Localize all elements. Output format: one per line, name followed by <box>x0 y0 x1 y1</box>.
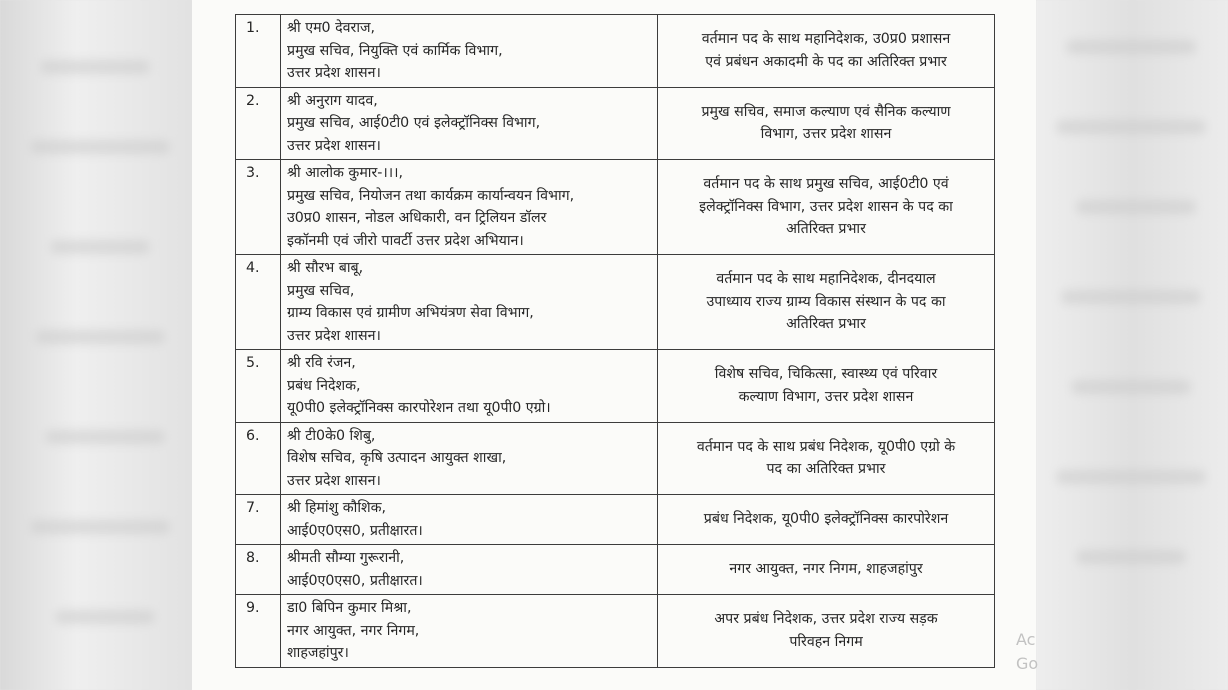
posting-detail-line: इलेक्ट्रॉनिक्स विभाग, उत्तर प्रदेश शासन के पद का <box>699 198 953 215</box>
new-posting-cell <box>658 595 995 668</box>
officer-detail-line: इकॉनमी एवं जीरो पावर्टी उत्तर प्रदेश अभियान। <box>287 232 524 249</box>
table-row <box>236 87 995 160</box>
officer-detail-line: प्रमुख सचिव, आई0टी0 एवं इलेक्ट्रॉनिक्स विभाग, <box>287 115 541 131</box>
officer-name-cell <box>281 422 658 495</box>
officer-name-cell <box>281 350 658 423</box>
new-posting-cell <box>658 255 995 350</box>
officer-name-cell <box>281 595 658 668</box>
officer-detail-line: उत्तर प्रदेश शासन। <box>287 472 381 489</box>
posting-detail-line: पद का अतिरिक्त प्रभार <box>766 461 886 478</box>
officer-detail-line: उत्तर प्रदेश शासन। <box>287 327 381 344</box>
officer-name-cell <box>281 160 658 255</box>
new-posting-cell <box>658 422 995 495</box>
table-row <box>236 495 995 545</box>
officer-name-cell <box>281 87 658 160</box>
watermark-line: Go <box>1016 654 1039 673</box>
table-row <box>236 422 995 495</box>
officer-detail-line: प्रमुख सचिव, नियुक्ति एवं कार्मिक विभाग, <box>287 42 503 59</box>
officer-detail-line: श्री आलोक कुमार-।।।, <box>287 165 404 181</box>
officer-detail-line: शाहजहांपुर। <box>287 645 349 661</box>
posting-detail-line: उपाध्याय राज्य ग्राम्य विकास संस्थान के पद का <box>706 293 946 310</box>
new-posting-cell <box>658 160 995 255</box>
row-number: 4. <box>236 255 281 350</box>
posting-detail-line: वर्तमान पद के साथ प्रबंध निदेशक, यू0पी0 एग्रो के <box>696 438 956 455</box>
posting-detail-line: वर्तमान पद के साथ महानिदेशक, दीनदयाल <box>716 271 936 288</box>
posting-detail-line: वर्तमान पद के साथ प्रमुख सचिव, आई0टी0 एवं <box>703 176 949 193</box>
officer-detail-line: प्रमुख सचिव, <box>287 282 355 299</box>
blurred-background-right <box>1036 0 1228 690</box>
row-number: 5. <box>236 350 281 423</box>
blurred-background-left <box>0 0 192 690</box>
new-posting-cell <box>658 350 995 423</box>
new-posting-cell <box>658 545 995 595</box>
posting-detail-line: अपर प्रबंध निदेशक, उत्तर प्रदेश राज्य सड़क <box>714 611 938 628</box>
officer-name-cell <box>281 545 658 595</box>
new-posting-cell <box>658 87 995 160</box>
table-body <box>236 15 995 668</box>
posting-detail-line: प्रमुख सचिव, समाज कल्याण एवं सैनिक कल्याण <box>701 103 951 120</box>
row-number: 6. <box>236 422 281 495</box>
new-posting-cell <box>658 495 995 545</box>
row-number: 2. <box>236 87 281 160</box>
officer-detail-line: श्री सौरभ बाबू, <box>287 260 364 276</box>
officer-detail-line: आई0ए0एस0, प्रतीक्षारत। <box>287 572 423 589</box>
officer-detail-line: डा0 बिपिन कुमार मिश्रा, <box>287 600 412 616</box>
officer-detail-line: यू0पी0 इलेक्ट्रॉनिक्स कारपोरेशन तथा यू0पी0 एग्रो। <box>287 400 551 416</box>
new-posting-cell <box>658 15 995 88</box>
officer-detail-line: श्री हिमांशु कौशिक, <box>287 500 387 516</box>
table-row <box>236 545 995 595</box>
posting-detail-line: परिवहन निगम <box>789 633 863 650</box>
posting-detail-line: विशेष सचिव, चिकित्सा, स्वास्थ्य एवं परिवार <box>714 366 938 383</box>
posting-detail-line: विभाग, उत्तर प्रदेश शासन <box>760 126 892 143</box>
table-row <box>236 160 995 255</box>
posting-detail-line: एवं प्रबंधन अकादमी के पद का अतिरिक्त प्रभार <box>705 53 947 70</box>
activation-watermark <box>1016 628 1038 676</box>
officer-detail-line: उ0प्र0 शासन, नोडल अधिकारी, वन ट्रिलियन डॉलर <box>287 210 547 226</box>
posting-detail-line: नगर आयुक्त, नगर निगम, शाहजहांपुर <box>729 561 923 578</box>
table-row <box>236 15 995 88</box>
row-number: 3. <box>236 160 281 255</box>
officer-detail-line: उत्तर प्रदेश शासन। <box>287 65 381 81</box>
officer-name-cell <box>281 255 658 350</box>
document-page <box>192 0 1039 690</box>
officer-detail-line: नगर आयुक्त, नगर निगम, <box>287 622 420 639</box>
officer-detail-line: विशेष सचिव, कृषि उत्पादन आयुक्त शाखा, <box>287 450 507 466</box>
row-number: 9. <box>236 595 281 668</box>
posting-detail-line: वर्तमान पद के साथ महानिदेशक, उ0प्र0 प्रशासन <box>701 31 951 48</box>
row-number: 1. <box>236 15 281 88</box>
officer-detail-line: प्रमुख सचिव, नियोजन तथा कार्यक्रम कार्यान्वयन विभाग, <box>287 187 575 204</box>
table-row <box>236 255 995 350</box>
transfer-order-table <box>235 14 995 668</box>
posting-detail-line: प्रबंध निदेशक, यू0पी0 इलेक्ट्रॉनिक्स कारपोरेशन <box>703 511 949 528</box>
officer-detail-line: श्री टी0के0 शिबु, <box>287 427 376 444</box>
posting-detail-line: अतिरिक्त प्रभार <box>786 316 866 333</box>
officer-name-cell <box>281 495 658 545</box>
officer-detail-line: श्री रवि रंजन, <box>287 355 356 371</box>
table-row <box>236 350 995 423</box>
posting-detail-line: अतिरिक्त प्रभार <box>786 221 866 238</box>
posting-detail-line: कल्याण विभाग, उत्तर प्रदेश शासन <box>738 388 914 405</box>
officer-detail-line: ग्राम्य विकास एवं ग्रामीण अभियंत्रण सेवा विभाग, <box>287 305 534 321</box>
row-number: 8. <box>236 545 281 595</box>
officer-detail-line: आई0ए0एस0, प्रतीक्षारत। <box>287 522 423 539</box>
officer-name-cell <box>281 15 658 88</box>
table-row <box>236 595 995 668</box>
officer-detail-line: उत्तर प्रदेश शासन। <box>287 137 381 154</box>
officer-detail-line: श्री एम0 देवराज, <box>287 20 376 36</box>
officer-detail-line: प्रबंध निदेशक, <box>287 377 361 394</box>
watermark-line: Ac <box>1016 630 1036 649</box>
officer-detail-line: श्री अनुराग यादव, <box>287 92 378 109</box>
officer-detail-line: श्रीमती सौम्या गुरूरानी, <box>287 550 405 566</box>
row-number: 7. <box>236 495 281 545</box>
